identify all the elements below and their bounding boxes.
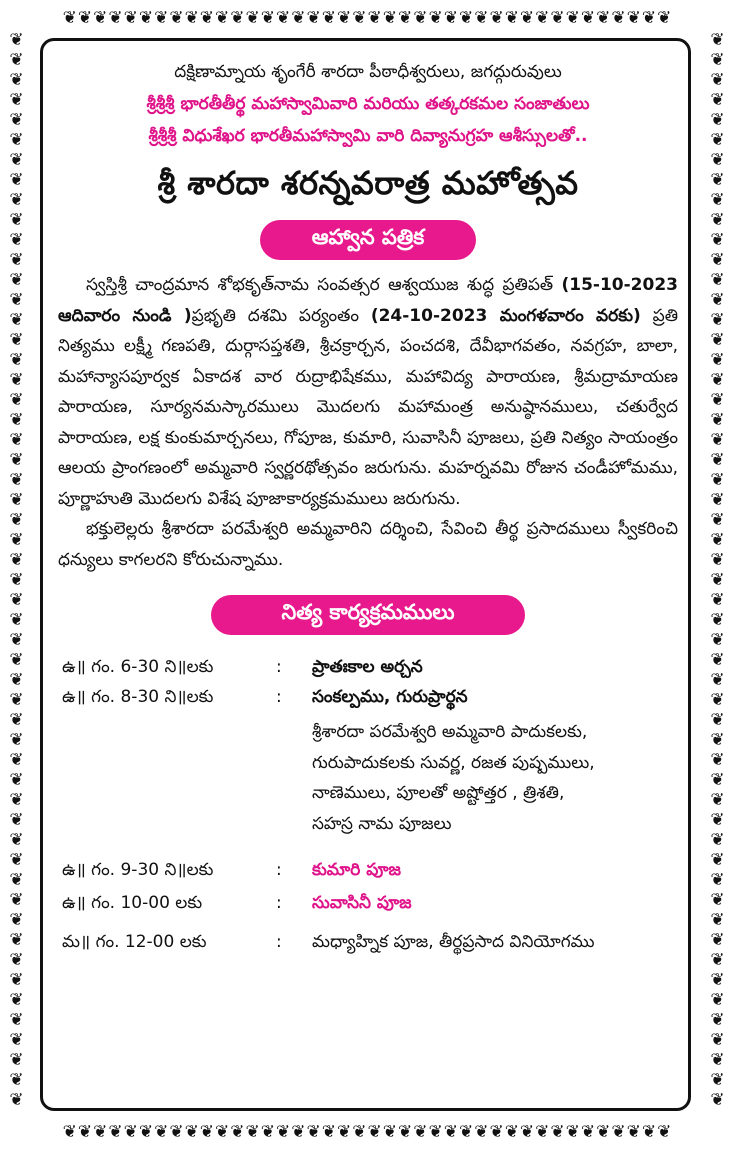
para1-start: స్వస్తిశ్రీ చాంద్రమాన శోభకృత్‌నామ సంవత్సర ఆశ్వయుజ శుద్ధ ప్రతిపత్ <box>86 275 554 295</box>
schedule-time: ఉ॥ గం. 10-00 లకు <box>62 893 203 913</box>
header-line-2: శ్రీశ్రీశ్రీ భారతీతీర్థ మహాస్వామివారి మరియు తత్కరకమల సంజాతులు <box>146 94 590 114</box>
para1-end-date: (24-10-2023 మంగళవారం వరకు) <box>370 305 641 326</box>
schedule-detail-line: సహస్ర నామ పూజలు <box>312 813 452 834</box>
schedule-list <box>58 645 678 975</box>
schedule-detail-line: నాణెములు, పూలతో అష్టోత్తర , త్రిశతి, <box>312 783 565 803</box>
schedule-colon: : <box>276 860 282 880</box>
schedule-colon: : <box>276 893 282 913</box>
border-ornament-bottom: ❦❦❦❦❦❦❦❦❦❦❦❦❦❦❦❦❦❦❦❦❦❦❦❦❦❦❦❦❦❦❦❦❦❦❦❦❦❦❦❦ <box>62 1122 673 1142</box>
border-ornament-left: ❦❦❦❦❦❦❦❦❦❦❦❦❦❦❦❦❦❦❦❦❦❦❦❦❦❦❦❦❦❦❦❦❦❦❦❦❦❦❦❦❦❦❦❦❦❦❦❦❦❦❦❦❦❦ <box>9 30 25 1110</box>
schedule-colon: : <box>276 932 282 952</box>
header-line-1: దక్షిణామ్నాయ శృంగేరీ శారదా పీఠాధీశ్వరులు, జగద్గురువులు <box>174 62 562 82</box>
schedule-colon: : <box>276 687 282 707</box>
schedule-heading: నిత్య కార్యక్రమములు <box>211 595 524 635</box>
schedule-time: మ॥ గం. 12-00 లకు <box>62 932 207 952</box>
border-ornament-right: ❦❦❦❦❦❦❦❦❦❦❦❦❦❦❦❦❦❦❦❦❦❦❦❦❦❦❦❦❦❦❦❦❦❦❦❦❦❦❦❦❦❦❦❦❦❦❦❦❦❦❦❦❦❦ <box>710 30 726 1110</box>
invitation-paragraph-2: భక్తులెల్లరు శ్రీశారదా పరమేశ్వరి అమ్మవారిని దర్శించి, సేవించి తీర్థ ప్రసాదములు స్వీకరించి ధన్యులు కాగలరని కోరుచున్నాము. <box>58 519 678 570</box>
schedule-desc: కుమారి పూజ <box>312 860 401 880</box>
schedule-desc: మధ్యాహ్నిక పూజ, తీర్థప్రసాద వినియోగము <box>312 932 595 952</box>
schedule-desc: సంకల్పము, గురుప్రార్థన <box>312 687 468 707</box>
schedule-detail-line: శ్రీశారదా పరమేశ్వరి అమ్మవారి పాదుకలకు, <box>312 722 588 742</box>
schedule-heading-wrap <box>58 595 678 635</box>
invitation-content <box>58 52 678 975</box>
para1-start-date: (15-10-2023 ఆదివారం నుండి ) <box>58 275 678 326</box>
badge-wrap <box>58 220 678 260</box>
border-ornament-top: ❦❦❦❦❦❦❦❦❦❦❦❦❦❦❦❦❦❦❦❦❦❦❦❦❦❦❦❦❦❦❦❦❦❦❦❦❦❦❦❦ <box>62 8 673 28</box>
page-title: శ్రీ శారదా శరన్నవరాత్ర మహోత్సవ <box>157 164 579 202</box>
header-line-3: శ్రీశ్రీశ్రీ విధుశేఖర భారతీమహాస్వామి వారి దివ్యానుగ్రహ ఆశీస్సులతో.. <box>148 126 588 146</box>
schedule-detail-line: గురుపాదుకలకు సువర్ణ, రజత పుష్పములు, <box>312 752 595 773</box>
para1-rest: ప్రతి నిత్యము లక్ష్మీ గణపతి, దుర్గాసప్తశతి, శ్రీచక్రార్చన, పంచదశి, దేవీభాగవతం, నవగ్రహ, బాలా, మహాన్యాసపూర్వక ఏకాదశ వార రుద్రాభిషేకము, మహావిద్య పారాయణ, శ్రీమద్రామాయణ పారాయణ, సూర్యనమస్కారములు మొదలగు మహామంత్ర అనుష్ఠానములు, చతుర్వేద పారాయణ, లక్ష కుంకుమార్చనలు, గోపూజ, కుమారి, సువాసినీ పూజలు, ప్రతి నిత్యం సాయంత్రం ఆలయ ప్రాంగణంలో అమ్మవారి స్వర్ణరథోత్సవం జరుగును. మహర్నవమి రోజున చండీహోమము, పూర్ణాహుతి మొదలగు విశేష పూజాకార్యక్రమములు జరుగును. <box>58 305 678 509</box>
schedule-time: ఉ॥ గం. 8-30 ని॥లకు <box>62 687 214 707</box>
schedule-desc: ప్రాతఃకాల అర్చన <box>312 657 423 677</box>
schedule-colon: : <box>276 657 282 677</box>
schedule-desc: సువాసినీ పూజ <box>312 893 412 913</box>
schedule-time: ఉ॥ గం. 6-30 ని॥లకు <box>62 657 214 677</box>
schedule-time: ఉ॥ గం. 9-30 ని॥లకు <box>62 860 214 880</box>
schedule-detail <box>312 717 692 839</box>
invitation-badge: ఆహ్వాన పత్రిక <box>260 220 476 260</box>
para1-mid: ప్రభృతి దశమి పర్యంతం <box>191 305 359 326</box>
invitation-paragraph-1 <box>58 270 678 514</box>
